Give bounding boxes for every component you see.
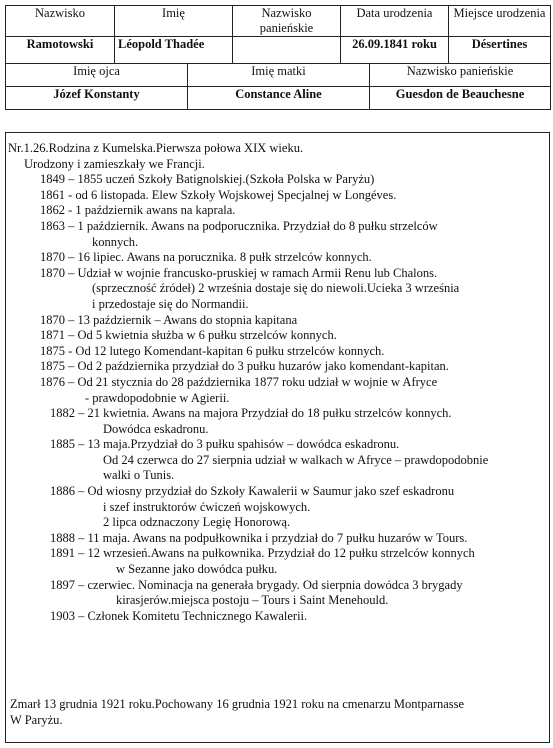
biography-line: 1870 – Udział w wojnie francusko-pruskiej w ramach Armii Renu lub Chalons. <box>40 265 438 280</box>
label-mother-maiden: Nazwisko panieńskie <box>370 64 551 87</box>
biography-line: w Sezanne jako dowódca pułku. <box>116 562 278 577</box>
header-table <box>5 5 551 64</box>
biography-line: konnych. <box>92 234 139 249</box>
biography-line: 1849 – 1855 uczeń Szkoły Batignolskiej.(Szkoła Polska w Paryżu) <box>40 172 375 187</box>
biography-line: 1888 – 11 maja. Awans na podpułkownika i przydział do 7 pułku huzarów w Tours. <box>50 530 468 545</box>
biography-text <box>6 141 546 624</box>
value-father: Józef Konstanty <box>6 87 188 110</box>
value-mother: Constance Aline <box>188 87 370 110</box>
value-surname: Ramotowski <box>6 37 115 64</box>
biography-line: 1863 – 1 październik. Awans na podporucznika. Przydział do 8 pułku strzelców <box>40 218 438 233</box>
death-note <box>6 696 546 728</box>
biography-box <box>5 132 550 743</box>
label-mother: Imię matki <box>188 64 370 87</box>
parents-table <box>5 63 551 110</box>
biography-line: 1903 – Członek Komitetu Technicznego Kawalerii. <box>50 608 308 623</box>
biography-line: 1870 – 16 lipiec. Awans na porucznika. 8 pułk strzelców konnych. <box>40 250 372 265</box>
biography-line: 1885 – 13 maja.Przydział do 3 pułku spahisów – dowódca eskadronu. <box>50 437 400 452</box>
label-maiden-name: Nazwisko panieńskie <box>233 6 341 37</box>
biography-line: 1876 – Od 21 stycznia do 28 października 1877 roku udział w wojnie w Afryce <box>40 374 438 389</box>
death-note-line: Zmarł 13 grudnia 1921 roku.Pochowany 16 grudnia 1921 roku na cmenarzu Montparnasse <box>10 697 465 711</box>
biography-line: 1861 - od 6 listopada. Elew Szkoły Wojskowej Specjalnej w Longéves. <box>40 187 397 202</box>
value-first-name: Léopold Thadée <box>115 37 233 64</box>
biography-line: 1875 – Od 2 października przydział do 3 pułku huzarów jako komendant-kapitan. <box>40 359 449 374</box>
label-first-name: Imię <box>115 6 233 37</box>
biography-line: 1897 – czerwiec. Nominacja na generała brygady. Od sierpnia dowódca 3 brygady <box>50 577 463 592</box>
biography-line: 1870 – 13 październik – Awans do stopnia kapitana <box>40 312 298 327</box>
biography-line: walki o Tunis. <box>103 468 175 483</box>
label-birth-place: Miejsce urodzenia <box>449 6 551 37</box>
biography-line: 2 lipca odznaczony Legię Honorową. <box>103 515 291 530</box>
biography-line: i przedostaje się do Normandii. <box>92 296 249 311</box>
biography-line: 1862 - 1 październik awans na kaprala. <box>40 203 236 218</box>
value-mother-maiden: Guesdon de Beauchesne <box>370 87 551 110</box>
biography-line: 1886 – Od wiosny przydział do Szkoły Kawalerii w Saumur jako szef eskadronu <box>50 484 455 499</box>
value-maiden-name <box>233 37 341 64</box>
biography-line: Nr.1.26.Rodzina z Kumelska.Pierwsza połowa XIX wieku. <box>8 141 304 155</box>
biography-line: kirasjerów.miejsca postoju – Tours i Saint Menehould. <box>116 593 389 608</box>
biography-line: 1871 – Od 5 kwietnia służba w 6 pułku strzelców konnych. <box>40 328 337 343</box>
value-birth-place: Désertines <box>449 37 551 64</box>
biography-line: i szef instruktorów ćwiczeń wojskowych. <box>103 499 311 514</box>
biography-line: Dowódca eskadronu. <box>103 421 209 436</box>
biography-line: Od 24 czerwca do 27 sierpnia udział w walkach w Afryce – prawdopodobnie <box>103 452 489 467</box>
label-birth-date: Data urodzenia <box>341 6 449 37</box>
biography-line: 1875 - Od 12 lutego Komendant-kapitan 6 pułku strzelców konnych. <box>40 343 385 358</box>
biography-line: - prawdopodobnie w Agierii. <box>85 390 230 405</box>
document-page <box>5 5 550 744</box>
value-birth-date: 26.09.1841 roku <box>341 37 449 64</box>
biography-line: 1891 – 12 wrzesień.Awans na pułkownika. Przydział do 12 pułku strzelców konnych <box>50 546 475 561</box>
biography-line: 1882 – 21 kwietnia. Awans na majora Przydział do 18 pułku strzelców konnych. <box>50 406 452 421</box>
biography-line: (sprzeczność źródeł) 2 września dostaje się do niewoli.Ucieka 3 września <box>92 281 460 296</box>
biography-line: Urodzony i zamieszkały we Francji. <box>24 156 205 171</box>
label-surname: Nazwisko <box>6 6 115 37</box>
death-note-line: W Paryżu. <box>10 713 63 727</box>
label-father: Imię ojca <box>6 64 188 87</box>
